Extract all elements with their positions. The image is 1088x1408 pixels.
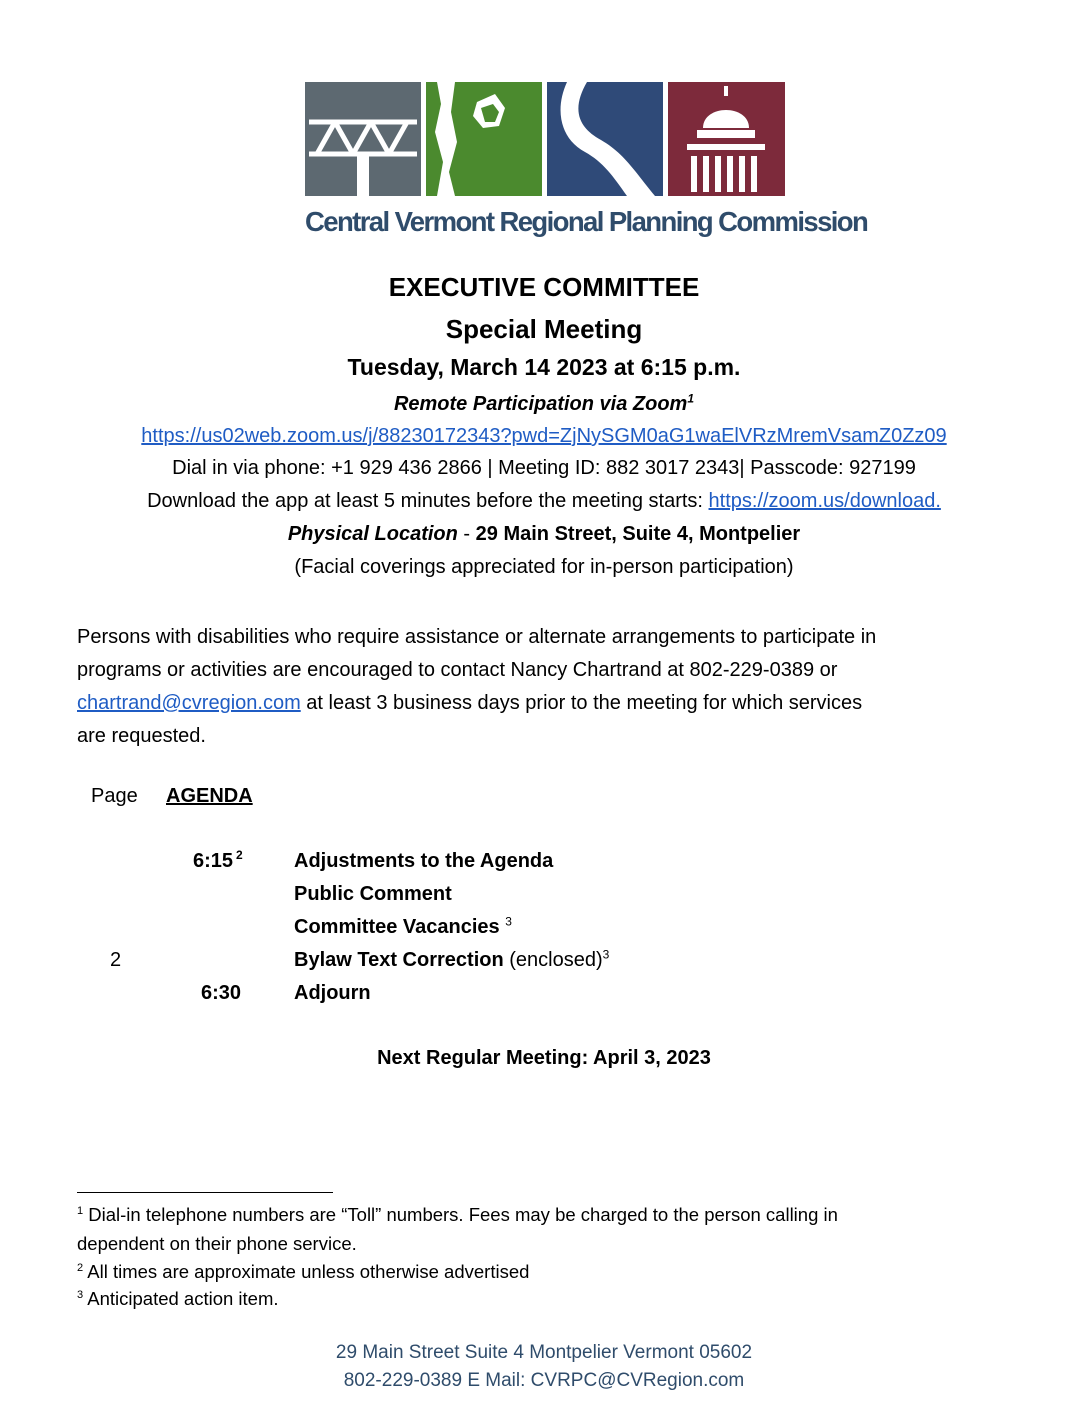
committee-title: EXECUTIVE COMMITTEE <box>388 272 700 302</box>
agenda-item <box>294 883 452 906</box>
agenda-item-label: Bylaw Text Correction <box>294 949 504 971</box>
agenda-item-page: 2 <box>110 949 122 971</box>
agenda-item-label: Adjustments to the Agenda <box>294 850 554 872</box>
agenda-item-label: Public Comment <box>294 883 452 905</box>
footnote-text: Anticipated action item. <box>87 1288 279 1309</box>
agenda-item <box>294 916 512 939</box>
meeting-datetime: Tuesday, March 14 2023 at 6:15 p.m. <box>347 354 741 380</box>
zoom-meeting-link[interactable]: https://us02web.zoom.us/j/88230172343?pwd=ZjNySGM0aG1waElVRzMremVsamZ0Zz09 <box>141 425 947 447</box>
footnote-3 <box>77 1288 279 1310</box>
download-text: Download the app at least 5 minutes before the meeting starts: <box>147 490 709 512</box>
footnote-text: Dial-in telephone numbers are “Toll” numbers. Fees may be charged to the person calling in <box>88 1204 838 1225</box>
agenda-title: AGENDA <box>166 785 253 807</box>
contact-email-link[interactable]: chartrand@cvregion.com <box>77 692 301 714</box>
accessibility-paragraph <box>77 621 1017 753</box>
footnote-ref: 2 <box>236 848 243 863</box>
footnote-number: 1 <box>77 1204 84 1217</box>
accessibility-line-3-rest: at least 3 business days prior to the meeting for which services <box>300 692 863 714</box>
footnote-text: All times are approximate unless otherwise advertised <box>87 1261 530 1282</box>
meeting-type: Special Meeting <box>445 314 643 344</box>
agenda-item-label: Adjourn <box>294 982 371 1004</box>
agenda-time-end: 6:30 <box>201 982 242 1004</box>
footnote-2 <box>77 1261 529 1283</box>
next-meeting: Next Regular Meeting: April 3, 2023 <box>377 1047 711 1069</box>
accessibility-line-4: are requested. <box>77 725 206 747</box>
dial-in-info: Dial in via phone: +1 929 436 2866 | Meeting ID: 882 3017 2343| Passcode: 927199 <box>172 457 916 479</box>
footnote-1-cont: dependent on their phone service. <box>77 1233 357 1254</box>
physical-address: 29 Main Street, Suite 4, Montpelier <box>475 523 801 545</box>
physical-location-label: Physical Location <box>287 523 458 545</box>
footnote-ref: 1 <box>687 391 695 406</box>
accessibility-line-1: Persons with disabilities who require assistance or alternate arrangements to participate in <box>77 626 877 648</box>
accessibility-line-2: programs or activities are encouraged to contact Nancy Chartrand at 802-229-0389 or <box>77 659 838 681</box>
footer-contact: 802-229-0389 E Mail: CVRPC@CVRegion.com <box>343 1370 745 1391</box>
logo-wordmark: Central Vermont Regional Planning Commission <box>305 206 868 237</box>
agenda-item-label: Committee Vacancies <box>294 916 500 938</box>
download-line <box>0 490 1088 513</box>
agenda-item <box>294 850 553 873</box>
agenda-time: 6:15 <box>193 850 234 872</box>
cvrpc-logo <box>305 82 868 240</box>
agenda-time-start <box>193 850 243 873</box>
footnote-ref: 3 <box>602 947 610 962</box>
footnote-1 <box>77 1204 838 1226</box>
facial-covering-note: (Facial coverings appreciated for in-person participation) <box>294 556 794 578</box>
footnote-ref: 3 <box>505 914 512 929</box>
agenda-item <box>294 949 609 972</box>
agenda-item-extra: (enclosed) <box>503 949 603 971</box>
footnote-number: 2 <box>77 1261 84 1274</box>
remote-label-text: Remote Participation via Zoom <box>393 393 688 415</box>
agenda-page-header: Page <box>91 785 138 807</box>
footnote-number: 3 <box>77 1288 84 1301</box>
accessibility-line-3 <box>77 687 1017 720</box>
remote-participation-label <box>0 393 1088 416</box>
logo-emblem <box>305 82 785 198</box>
physical-location <box>0 523 1088 546</box>
footer-address: 29 Main Street Suite 4 Montpelier Vermont 05602 <box>335 1342 753 1363</box>
physical-separator: - <box>457 523 476 545</box>
agenda-item <box>294 982 371 1005</box>
zoom-link-line <box>0 425 1088 448</box>
zoom-download-link[interactable]: https://zoom.us/download. <box>708 490 941 512</box>
footnote-divider <box>77 1192 333 1193</box>
